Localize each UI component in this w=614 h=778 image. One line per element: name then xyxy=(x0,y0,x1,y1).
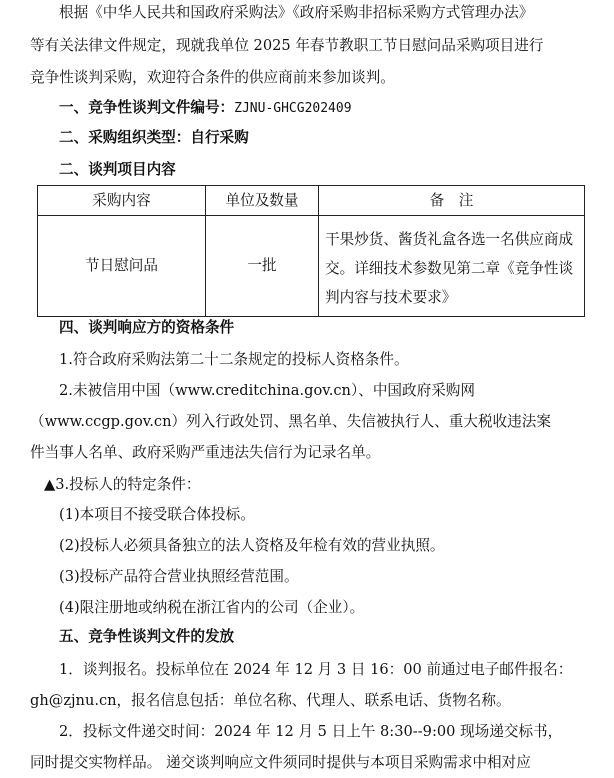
section4-sub3: (3)投标产品符合营业执照经营范围。 xyxy=(59,568,299,585)
section4-item1: 1.符合政府采购法第二十二条规定的投标人资格条件。 xyxy=(59,351,409,368)
section4-sub4: (4)限注册地或纳税在浙江省内的公司（企业）。 xyxy=(59,599,365,616)
section4-sub2: (2)投标人必须具备独立的法人资格及年检有效的营业执照。 xyxy=(59,537,445,554)
section5-p2-line2: 同时提交实物样品。 递交谈判响应文件须同时提供与本项目采购需求中相对应 xyxy=(30,754,531,771)
section4-item2-line2: （www.ccgp.gov.cn）列入行政处罚、黑名单、失信被执行人、重大税收违法案 xyxy=(30,413,551,430)
table-cell-remark: 干果炒货、酱货礼盒各选一名供应商成交。详细技术参数见第二章《竞争性谈判内容与技术要求》 xyxy=(319,216,585,317)
procurement-table xyxy=(37,185,585,317)
intro-line-2: 等有关法律文件规定，现就我单位 2025 年春节教职工节日慰问品采购项目进行 xyxy=(30,37,544,54)
section5-heading: 五、竞争性谈判文件的发放 xyxy=(59,628,235,645)
table-header-cell: 单位及数量 xyxy=(206,186,319,216)
section4-item2-line1: 2.未被信用中国（www.creditchina.gov.cn）、中国政府采购网 xyxy=(59,382,475,399)
table-header-cell: 采购内容 xyxy=(38,186,206,216)
section5-p1-line2: gh@zjnu.cn，报名信息包括：单位名称、代理人、联系电话、货物名称。 xyxy=(30,692,511,709)
section2-heading: 二、采购组织类型：自行采购 xyxy=(59,129,249,146)
section1-label: 一、竞争性谈判文件编号： xyxy=(59,99,235,116)
table-row xyxy=(38,216,585,317)
section1-heading xyxy=(59,98,352,119)
section4-item3: ▲3.投标人的特定条件： xyxy=(44,476,201,493)
section4-sub1: (1)本项目不接受联合体投标。 xyxy=(59,506,255,523)
section4-item2-line3: 件当事人名单、政府采购严重违法失信行为记录名单。 xyxy=(30,444,381,461)
table-header-cell: 备 注 xyxy=(319,186,585,216)
section3-heading: 二、谈判项目内容 xyxy=(59,161,176,178)
table-cell-item: 节日慰问品 xyxy=(38,216,206,317)
section5-p1-line1: 1．谈判报名。投标单位在 2024 年 12 月 3 日 16：00 前通过电子邮件报名： xyxy=(59,661,573,678)
table-cell-qty: 一批 xyxy=(206,216,319,317)
section1-code: ZJNU-GHCG202409 xyxy=(234,101,352,116)
intro-line-1: 根据《中华人民共和国政府采购法》《政府采购非招标采购方式管理办法》 xyxy=(59,4,534,21)
table-header-row xyxy=(38,186,585,216)
section4-heading: 四、谈判响应方的资格条件 xyxy=(59,319,235,336)
intro-line-3: 竞争性谈判采购，欢迎符合条件的供应商前来参加谈判。 xyxy=(30,69,395,86)
section5-p2-line1: 2．投标文件递交时间：2024 年 12 月 5 日上午 8:30--9:00 现场递交标书， xyxy=(59,723,563,740)
